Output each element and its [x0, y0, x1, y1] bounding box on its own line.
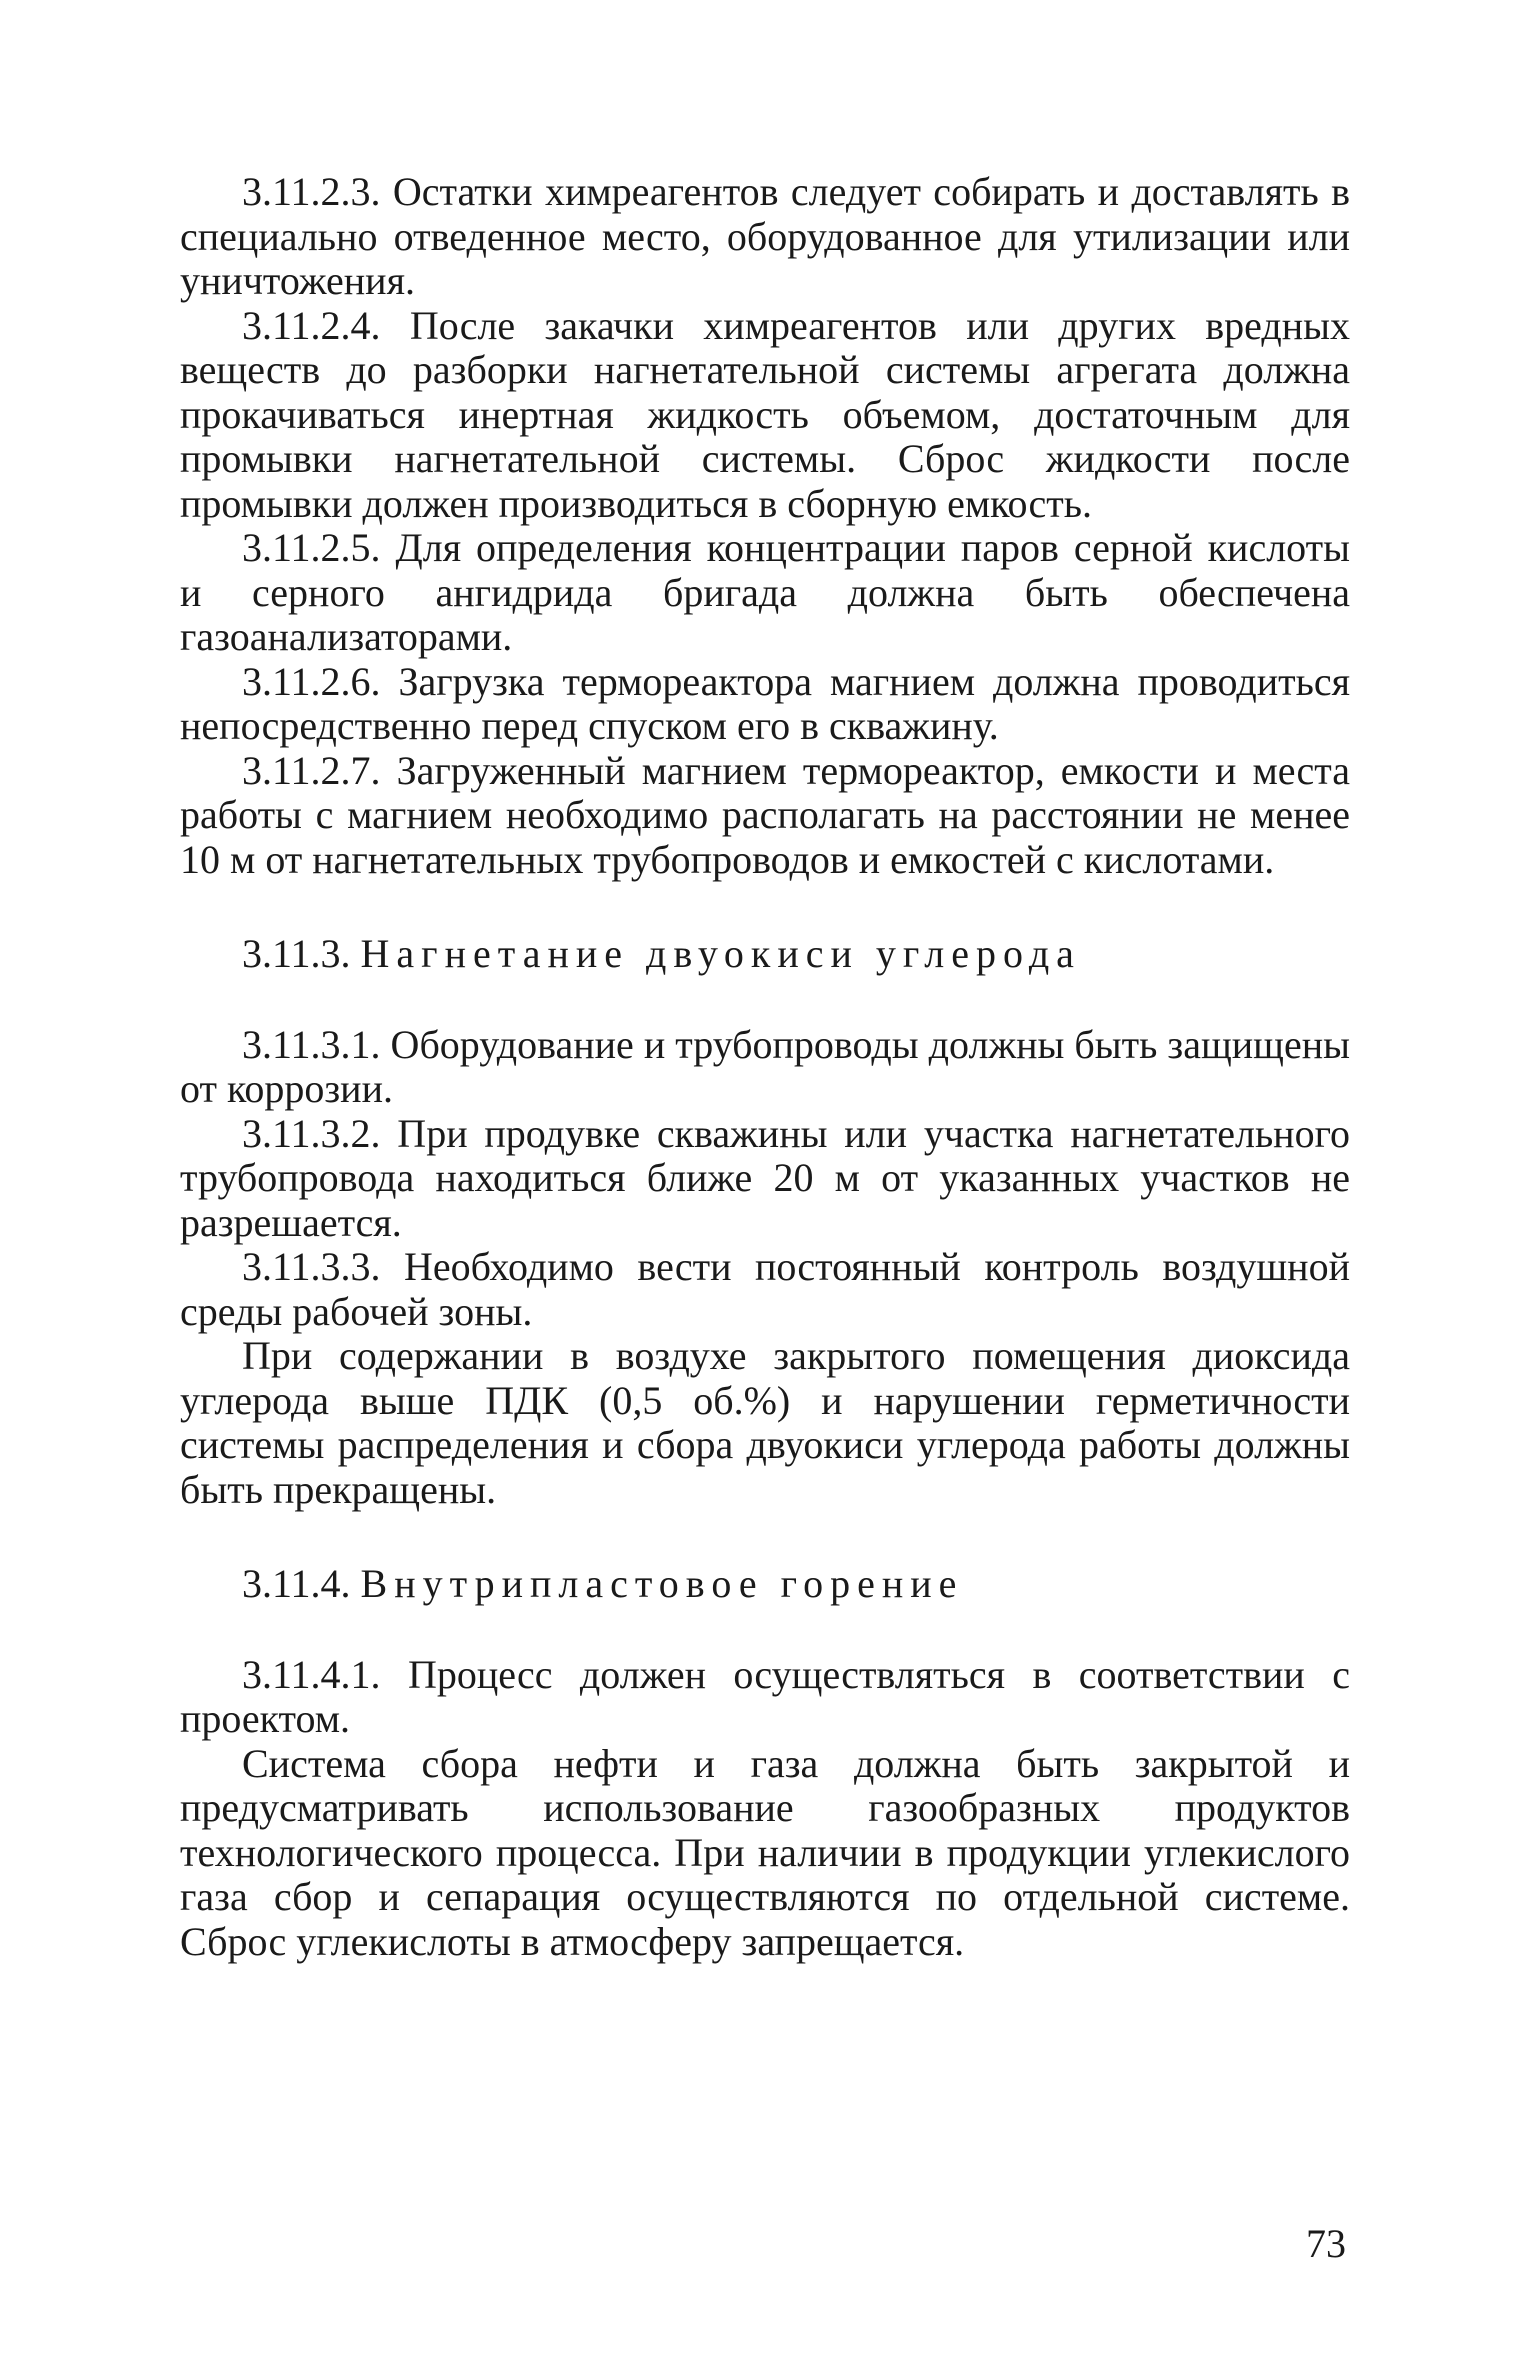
section-title: Нагнетание двуокиси углерода: [360, 931, 1081, 976]
paragraph-co2-limit: При содержании в воздухе закрытого помещения диоксида углерода выше ПДК (0,5 об.%) и нарушении герметичности системы распределения и сбора двуокиси углерода работы должны быть прекращены.: [180, 1333, 1350, 1512]
paragraph-3-11-2-3: 3.11.2.3. Остатки химреагентов следует собирать и доставлять в специально отведенное место, оборудованное для утилизации или уничтожения.: [180, 169, 1350, 303]
paragraph-3-11-3-1: 3.11.3.1. Оборудование и трубопроводы должны быть защищены от коррозии.: [180, 1021, 1350, 1111]
paragraph-3-11-2-6: 3.11.2.6. Загрузка термореактора магнием должна проводиться непосредственно перед спуском его в скважину.: [180, 658, 1350, 748]
paragraph-3-11-4-1: 3.11.4.1. Процесс должен осуществляться в соответствии с проектом.: [180, 1651, 1350, 1741]
paragraph-gas-collection: Система сбора нефти и газа должна быть закрытой и предусматривать использование газообразных продуктов технологического процесса. При наличии в продукции углекислого газа сбор и сепарация осуществляются по отдельной системе. Сброс углекислоты в атмосферу запрещается.: [180, 1740, 1350, 1964]
paragraph-3-11-3-3: 3.11.3.3. Необходимо вести постоянный контроль воздушной среды рабочей зоны.: [180, 1244, 1350, 1334]
paragraph-3-11-2-7: 3.11.2.7. Загруженный магнием термореактор, емкости и места работы с магнием необходимо располагать на расстоянии не менее 10 м от нагнетательных трубопроводов и емкостей с кислотами.: [180, 747, 1350, 882]
paragraph-3-11-3-2: 3.11.3.2. При продувке скважины или участка нагнетательного трубопровода находиться ближе 20 м от указанных участков не разрешается.: [180, 1110, 1350, 1245]
section-heading-3-11-3: [180, 932, 1350, 977]
document-page: [180, 170, 1350, 1964]
paragraph-3-11-2-5: 3.11.2.5. Для определения концентрации паров серной кислоты и серного ангидрида бригада должна быть обеспечена газоанализаторами.: [180, 525, 1350, 659]
section-number: 3.11.3.: [242, 931, 351, 976]
section-heading-3-11-4: [180, 1562, 1350, 1607]
section-title: Внутрипластовое горение: [360, 1561, 964, 1606]
paragraph-3-11-2-4: 3.11.2.4. После закачки химреагентов или других вредных веществ до разборки нагнетательной системы агрегата должна прокачиваться инертная жидкость объемом, достаточным для промывки нагнетательной системы. Сброс жидкости после промывки должен производиться в сборную емкость.: [180, 302, 1350, 526]
page-number: 73: [1306, 2221, 1346, 2266]
section-number: 3.11.4.: [242, 1561, 351, 1606]
